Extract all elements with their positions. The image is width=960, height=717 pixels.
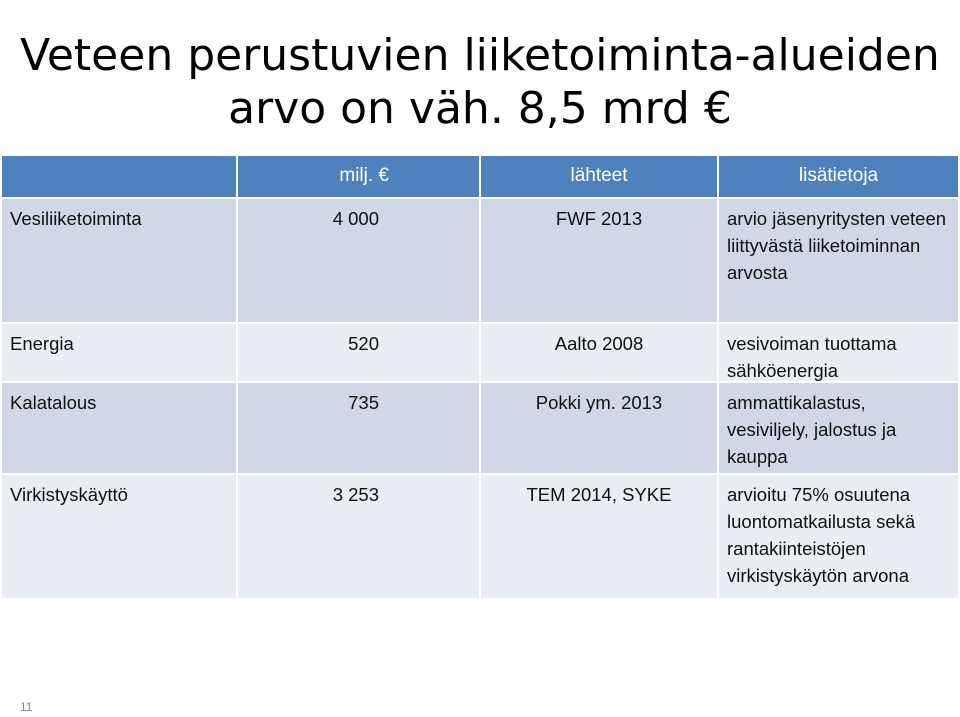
- header-cell-area: [2, 156, 238, 197]
- table-row-value: 735: [238, 383, 481, 473]
- slide-title-line-2: arvo on väh. 8,5 mrd €: [228, 83, 732, 135]
- table-row-source: TEM 2014, SYKE: [481, 475, 719, 598]
- table-row-source: Aalto 2008: [481, 324, 719, 381]
- table-row-source: FWF 2013: [481, 199, 719, 322]
- header-cell-value: milj. €: [238, 156, 481, 197]
- business-areas-table: [2, 156, 958, 598]
- table-row-area: Kalatalous: [2, 383, 238, 473]
- header-cell-info: lisätietoja: [719, 156, 958, 197]
- table-row-area: Vesiliiketoiminta: [2, 199, 238, 322]
- table-row-source: Pokki ym. 2013: [481, 383, 719, 473]
- table-row-area: Virkistyskäyttö: [2, 475, 238, 598]
- slide-title: [0, 29, 960, 135]
- table-row-info: arvio jäsenyritysten veteen liittyvästä liiketoiminnan arvosta: [719, 199, 958, 322]
- table-row-info: vesivoiman tuottama sähköenergia: [719, 324, 958, 381]
- table-row-info: ammattikalastus, vesiviljely, jalostus ja kauppa: [719, 383, 958, 473]
- table-row-value: 4 000: [238, 199, 481, 322]
- header-cell-source: lähteet: [481, 156, 719, 197]
- slide-title-line-1: Veteen perustuvien liiketoiminta-alueiden: [20, 30, 940, 82]
- table-row-value: 520: [238, 324, 481, 381]
- page-number: 11: [20, 700, 33, 714]
- table-row-value: 3 253: [238, 475, 481, 598]
- table-row-info: arvioitu 75% osuutena luontomatkailusta sekä rantakiinteistöjen virkistyskäytön arvona: [719, 475, 958, 598]
- table-row-area: Energia: [2, 324, 238, 381]
